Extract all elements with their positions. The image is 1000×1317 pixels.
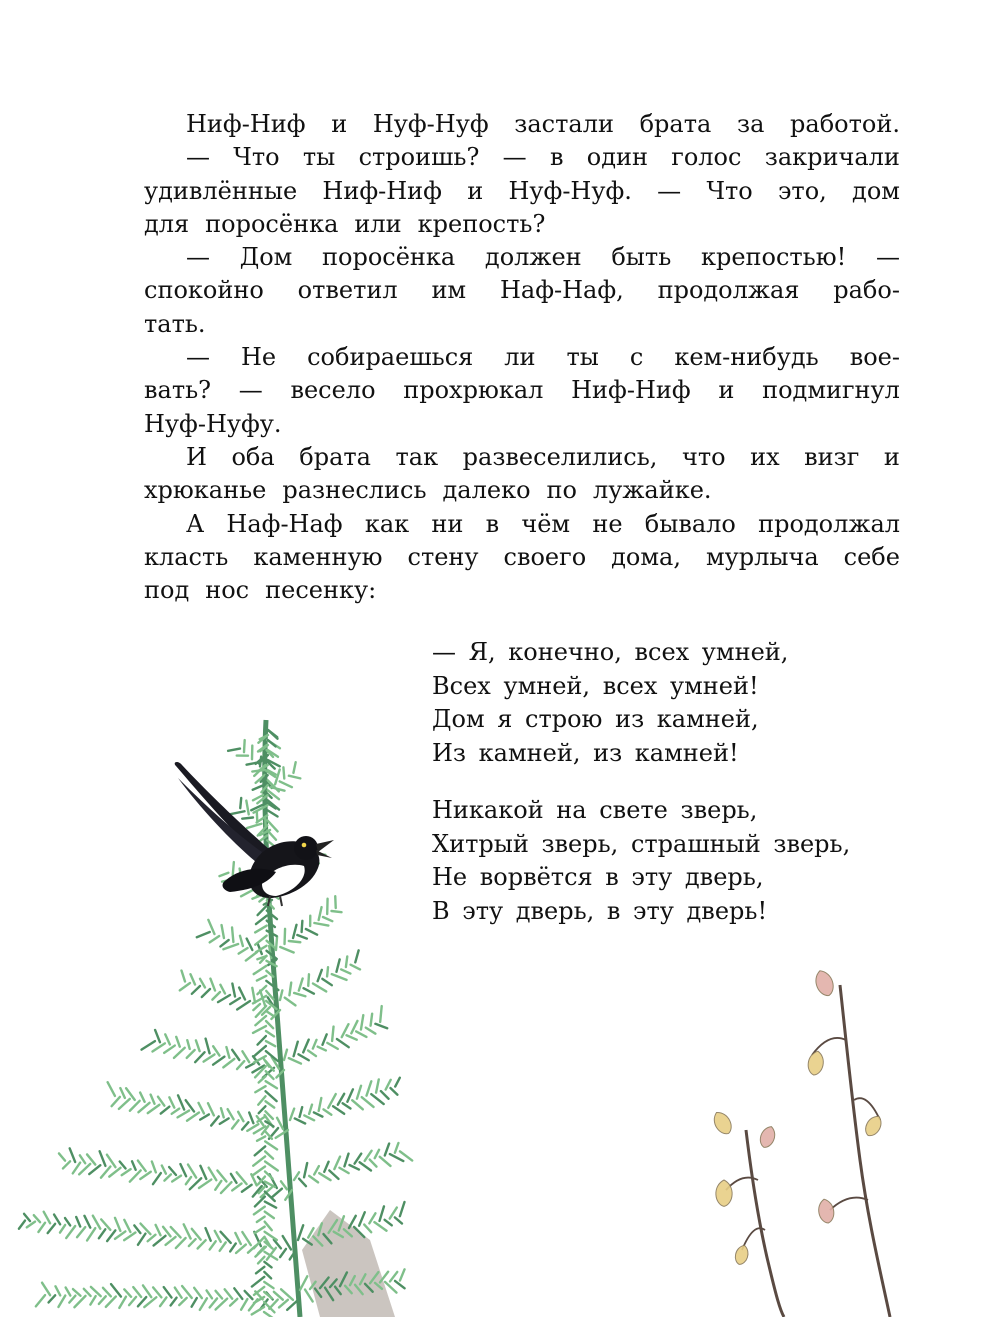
word: как [364, 509, 410, 538]
word: брата [299, 442, 371, 471]
word: один [586, 143, 648, 172]
word: чём [521, 509, 571, 538]
verse-line: Не ворвётся в эту дверь, [432, 863, 764, 891]
birch-saplings-illustration [710, 968, 890, 1317]
word: продолжая [657, 276, 800, 305]
word: удивлённые [144, 176, 298, 205]
verse-line: Из камней, из камней! [432, 738, 739, 767]
word: для [144, 209, 190, 238]
word: поросёнка [205, 209, 339, 238]
word: под [144, 576, 190, 605]
word: поросёнка [322, 243, 456, 272]
word: спокойно [144, 276, 264, 305]
word: в [549, 143, 564, 172]
word: себе [843, 542, 900, 571]
word: ты [302, 143, 336, 172]
word: и [883, 442, 900, 471]
word: брата [639, 110, 712, 138]
word: за [736, 110, 765, 138]
word: Наф-Наф, [499, 276, 624, 305]
word: крепостью! [700, 243, 847, 272]
word: должен [484, 243, 582, 272]
word: и [331, 110, 348, 138]
word: вое- [849, 343, 900, 372]
word: быть [611, 243, 672, 272]
word: ответил [297, 276, 398, 305]
magpie-bird-illustration [175, 762, 334, 906]
word: Не [240, 343, 277, 372]
verse-line: В эту дверь, в эту дверь! [432, 896, 768, 925]
word: мурлыча [705, 542, 819, 571]
word: — [657, 176, 682, 205]
word: прохрюкал [403, 376, 544, 405]
word: Ниф-Ниф [186, 110, 306, 138]
word: лужайке. [592, 476, 712, 505]
word: — [186, 343, 210, 372]
verse-line: — Я, конечно, всех умней, [432, 638, 789, 666]
word: весело [290, 376, 376, 405]
word: далеко [442, 476, 531, 505]
word: им [431, 276, 467, 305]
word: дома, [611, 542, 681, 571]
word: работой. [790, 110, 900, 138]
word: песенку: [265, 576, 377, 605]
verse-line: Хитрый зверь, страшный зверь, [432, 829, 851, 858]
word: что [681, 442, 726, 471]
word: разнеслись [282, 476, 427, 505]
word: бывало [644, 509, 736, 538]
word: класть [144, 542, 229, 571]
word: стену [407, 542, 479, 571]
word: собираешься [307, 343, 474, 372]
word: по [546, 476, 577, 505]
word: продолжал [758, 509, 900, 538]
word: не [592, 509, 623, 538]
word: вать? [144, 376, 212, 405]
verse-line: Всех умней, всех умней! [432, 671, 759, 700]
word: — [238, 376, 263, 405]
word: Нуф-Нуфу. [144, 409, 282, 438]
word: Наф-Наф [226, 509, 343, 538]
word: застали [514, 110, 614, 138]
word: кем-нибудь [674, 343, 819, 372]
word: Ниф-Ниф [322, 176, 442, 205]
word: Ниф-Ниф [571, 376, 691, 405]
word: их [750, 442, 780, 471]
word: — [875, 243, 900, 272]
word: крепость? [417, 209, 546, 238]
word: ты [566, 343, 599, 372]
word: Что [706, 176, 753, 205]
verse-line: Никакой на свете зверь, [432, 796, 758, 824]
word: и [467, 176, 484, 205]
word: И [186, 442, 207, 471]
word: ли [504, 343, 536, 372]
word: каменную [253, 542, 383, 571]
word: дом [852, 176, 900, 205]
word: или [354, 209, 402, 238]
word: голос [671, 143, 742, 172]
word: подмигнул [762, 376, 900, 405]
word: в [485, 509, 500, 538]
word: это, [777, 176, 827, 205]
word: Дом [239, 243, 293, 272]
word: — [186, 243, 210, 272]
word: Нуф-Нуф. [508, 176, 632, 205]
word: Что [233, 143, 280, 172]
word: тать. [144, 309, 206, 338]
word: — [186, 143, 210, 172]
word: ни [431, 509, 464, 538]
word: с [629, 343, 644, 372]
verse-line: Дом я строю из камней, [432, 705, 759, 733]
word: своего [503, 542, 587, 571]
word: Нуф-Нуф [372, 110, 489, 138]
word: и [718, 376, 735, 405]
word: закричали [764, 143, 900, 172]
word: оба [231, 442, 275, 471]
word: рабо- [833, 276, 900, 305]
word: хрюканье [144, 476, 267, 505]
word: А [186, 509, 205, 538]
word: так [395, 442, 439, 471]
word: строишь? [358, 143, 480, 172]
word: визг [804, 442, 860, 471]
word: — [502, 143, 527, 172]
word: развеселились, [462, 442, 658, 471]
word: нос [205, 576, 250, 605]
